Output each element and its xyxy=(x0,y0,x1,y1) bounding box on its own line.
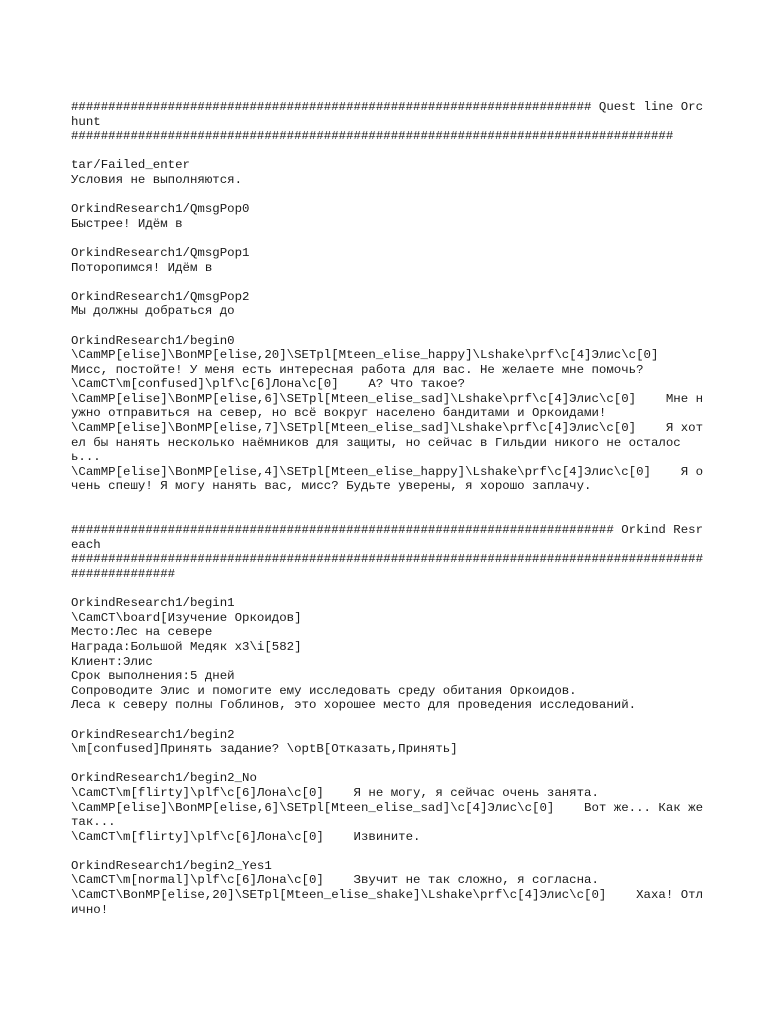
entry-text: Поторопимся! Идём в xyxy=(71,260,213,275)
entry-text: \CamCT\m[flirty]\plf\c[6]Лона\c[0] Я не могу, я сейчас очень занята. xyxy=(71,785,599,800)
entry-key: OrkindResearch1/begin2_Yes1 xyxy=(71,858,272,873)
entry-key: OrkindResearch1/begin2_No xyxy=(71,771,257,786)
entry-begin2 xyxy=(71,728,707,757)
entry-qmsgpop1 xyxy=(71,246,707,275)
entry-qmsgpop0 xyxy=(71,202,707,231)
entry-key: OrkindResearch1/begin1 xyxy=(71,596,235,611)
entry-text: Срок выполнения:5 дней xyxy=(71,669,235,684)
entry-text: Быстрее! Идём в xyxy=(71,216,183,231)
header-line: ######################################################################### Orkind Resreach xyxy=(71,523,704,552)
section-header-orc-hunt xyxy=(71,100,711,144)
entry-text: Условия не выполняются. xyxy=(71,172,243,187)
entry-key: OrkindResearch1/QmsgPop2 xyxy=(71,289,250,304)
section-header-orkind-research xyxy=(71,523,707,581)
entry-text: Место:Лес на севере xyxy=(71,625,213,640)
entry-key: OrkindResearch1/begin0 xyxy=(71,333,235,348)
document-page xyxy=(71,100,711,932)
entry-begin1 xyxy=(71,596,707,713)
entry-text: \CamMP[elise]\BonMP[elise,6]\SETpl[Mteen_elise_sad]\c[4]Элис\c[0] Вот же... Как же так... xyxy=(71,800,711,830)
entry-text: \m[confused]Принять задание? \optB[Отказать,Принять] xyxy=(71,742,458,757)
entry-tar-failed-enter xyxy=(71,158,707,187)
entry-text: Мы должны добраться до xyxy=(71,304,235,319)
entry-text: \CamCT\board[Изучение Оркоидов] xyxy=(71,610,302,625)
entry-text: \CamCT\m[flirty]\plf\c[6]Лона\c[0] Извините. xyxy=(71,829,421,844)
entry-text: Сопроводите Элис и помогите ему исследовать среду обитания Оркоидов. xyxy=(71,683,577,698)
entry-text: \CamCT\BonMP[elise,20]\SETpl[Mteen_elise_shake]\Lshake\prf\c[4]Элис\c[0] Хаха! Отлично! xyxy=(71,888,704,917)
entry-key: OrkindResearch1/begin2 xyxy=(71,727,235,742)
entry-key: OrkindResearch1/QmsgPop0 xyxy=(71,202,250,217)
entry-text: \CamMP[elise]\BonMP[elise,20]\SETpl[Mteen_elise_happy]\Lshake\prf\c[4]Элис\c[0] xyxy=(71,348,659,363)
entry-text: \CamCT\m[confused]\plf\c[6]Лона\c[0] А? Что такое? xyxy=(71,377,466,392)
entry-text: \CamMP[elise]\BonMP[elise,4]\SETpl[Mteen_elise_happy]\Lshake\prf\c[4]Элис\c[0] Я очень спешу! Я могу нанять вас, мисс? Будьте уверены, я хорошо заплачу. xyxy=(71,464,704,494)
entry-text: Награда:Большой Медяк x3\i[582] xyxy=(71,639,302,654)
entry-text: Леса к северу полны Гоблинов, это хорошее место для проведения исследований. xyxy=(71,698,637,713)
entry-begin0 xyxy=(71,334,707,495)
entry-begin2-no xyxy=(71,771,711,844)
entry-text: \CamMP[elise]\BonMP[elise,6]\SETpl[Mteen_elise_sad]\Lshake\prf\c[4]Элис\c[0] Мне нужно отправиться на север, но всё вокруг населено бандитами и Оркоидами! xyxy=(71,391,704,421)
header-line: ################################################################################# xyxy=(71,129,674,144)
entry-key: OrkindResearch1/QmsgPop1 xyxy=(71,245,250,260)
entry-key: tar/Failed_enter xyxy=(71,158,190,173)
entry-text: \CamMP[elise]\BonMP[elise,7]\SETpl[Mteen_elise_sad]\Lshake\prf\c[4]Элис\c[0] Я хотел бы нанять несколько наёмников для защиты, но сейчас в Гильдии никого не осталось... xyxy=(71,421,704,465)
entry-begin2-yes1 xyxy=(71,859,707,917)
entry-text: \CamCT\m[normal]\plf\c[6]Лона\c[0] Звучит не так сложно, я согласна. xyxy=(71,873,599,888)
entry-qmsgpop2 xyxy=(71,290,707,319)
entry-text: Мисс, постойте! У меня есть интересная работа для вас. Не желаете мне помочь? xyxy=(71,362,644,377)
header-line: ###################################################################### Quest line Orc hunt xyxy=(71,100,711,129)
header-line: ################################################################################################### xyxy=(71,552,704,581)
entry-text: Клиент:Элис xyxy=(71,654,153,669)
